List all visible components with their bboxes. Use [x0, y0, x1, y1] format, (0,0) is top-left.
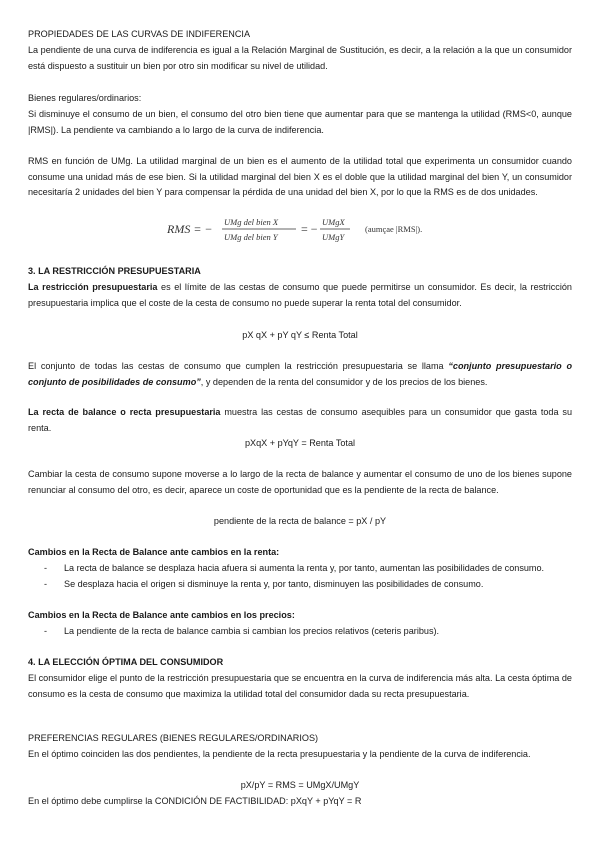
paragraph-cambiar-cesta: Cambiar la cesta de consumo supone moverse a lo largo de la recta de balance y aumentar el consumo de uno de los bienes supone renunciar al consumo del otro, es decir, aparece un coste de oportunidad que es la pendiente de la recta de balance.	[28, 469, 572, 495]
paragraph-recta-balance	[28, 405, 572, 436]
list-item-text: Se desplaza hacia el origen si disminuye la renta y, por tanto, disminuyen las posibilidades de consumo.	[64, 578, 484, 589]
paragraph-eleccion: El consumidor elige el punto de la restricción presupuestaria que se encuentra en la curva de indiferencia más alta. La cesta óptima de consumo es la cesta de consumo que maximiza la utilidad total del consumidor dada su recta presupuestaria.	[28, 673, 572, 699]
equation-budget-line: pXqX + pYqY = Renta Total	[244, 438, 356, 448]
equation-budget-inequality: pX qX + pY qY ≤ Renta Total	[242, 330, 358, 340]
paragraph-rms-umg: RMS en función de UMg. La utilidad marginal de un bien es el aumento de la utilidad total que experimenta un consumidor cuando consume una unidad más de ese bien. Si la utilidad marginal del bien X es el doble que la utilidad marginal del bien Y, un consumidor necesitaría 2 unidades del bien Y para compensar la pérdida de una unidad del bien X, por lo que la RMS es de dos unidades.	[28, 156, 572, 198]
term-restriccion: La restricción presupuestaria	[28, 282, 158, 292]
paragraph-conjunto	[28, 359, 572, 390]
subheading-bienes-regulares: Bienes regulares/ordinarios:	[28, 93, 142, 103]
paragraph-conjunto-a: El conjunto de todas las cestas de consumo que cumplen la restricción presupuestaria se llama	[28, 361, 449, 371]
term-recta-balance: La recta de balance o recta presupuestaria	[28, 407, 221, 417]
list-item-text: La recta de balance se desplaza hacia afuera si aumenta la renta y, por tanto, aumentan las posibilidades de consumo.	[64, 563, 545, 573]
equation-optimo: pX/pY = RMS = UMgX/UMgY	[240, 780, 360, 790]
formula-den1: UMg del bien Y	[224, 232, 278, 242]
dash-bullet: -	[44, 578, 48, 589]
paragraph-recta-balance-text: muestra las cestas de consumo asequibles para un consumidor que gasta toda su renta.	[28, 407, 572, 433]
section-heading-indiferencia: PROPIEDADES DE LAS CURVAS DE INDIFERENCIA	[28, 29, 251, 39]
paragraph-restriccion	[28, 280, 572, 311]
heading-cambios-renta: Cambios en la Recta de Balance ante cambios en la renta:	[28, 547, 280, 557]
list-item-text: La pendiente de la recta de balance cambia si cambian los precios relativos (ceteris paribus).	[64, 626, 440, 636]
section-heading-3: 3. LA RESTRICCIÓN PRESUPUESTARIA	[28, 266, 201, 276]
term-conjunto: “conjunto presupuestario o conjunto de posibilidades de consumo”	[28, 361, 572, 387]
dash-bullet: -	[44, 563, 48, 573]
paragraph-factibilidad: En el óptimo debe cumplirse la CONDICIÓN DE FACTIBILIDAD: pXqY + pYqY = R	[28, 796, 362, 806]
list-cambios-precios	[28, 624, 572, 640]
rms-formula	[160, 214, 460, 246]
section-heading-4: 4. LA ELECCIÓN ÓPTIMA DEL CONSUMIDOR	[28, 657, 224, 667]
formula-lhs: RMS = −	[167, 222, 213, 236]
dash-bullet: -	[44, 626, 48, 636]
paragraph-conjunto-b: , y dependen de la renta del consumidor y de los precios de los bienes.	[200, 376, 488, 387]
formula-eq2: = −	[301, 222, 318, 236]
formula-num1: UMg del bien X	[224, 217, 279, 227]
list-item	[28, 624, 572, 640]
paragraph-bienes-regulares: Si disminuye el consumo de un bien, el consumo del otro bien tiene que aumentar para que se mantenga la utilidad (RMS<0, aunque |RMS|). La pendiente va cambiando a lo largo de la curva de indiferencia.	[28, 109, 572, 135]
list-cambios-renta	[28, 561, 572, 592]
list-item	[28, 577, 572, 593]
formula-num2: UMgX	[322, 217, 345, 227]
formula-note: (aumçae |RMS|).	[365, 224, 423, 234]
heading-cambios-precios: Cambios en la Recta de Balance ante cambios en los precios:	[28, 610, 295, 620]
paragraph-optimo: En el óptimo coinciden las dos pendientes, la pendiente de la recta presupuestaria y la pendiente de la curva de indiferencia.	[28, 749, 531, 759]
formula-den2: UMgY	[322, 232, 345, 242]
paragraph-rms-definition: La pendiente de una curva de indiferencia es igual a la Relación Marginal de Sustitución, es decir, a la relación a la que un consumidor está dispuesto a sustituir un bien por otro sin modificar su nivel de utilidad.	[28, 45, 572, 71]
list-item	[28, 561, 572, 577]
equation-slope: pendiente de la recta de balance = pX / pY	[213, 516, 387, 526]
subheading-preferencias: PREFERENCIAS REGULARES (BIENES REGULARES/ORDINARIOS)	[28, 733, 319, 743]
paragraph-restriccion-text: es el límite de las cestas de consumo que puede permitirse un consumidor. Es decir, la restricción presupuestaria implica que el coste de la cesta de consumo no puede superar la renta total del consumidor.	[28, 282, 572, 308]
